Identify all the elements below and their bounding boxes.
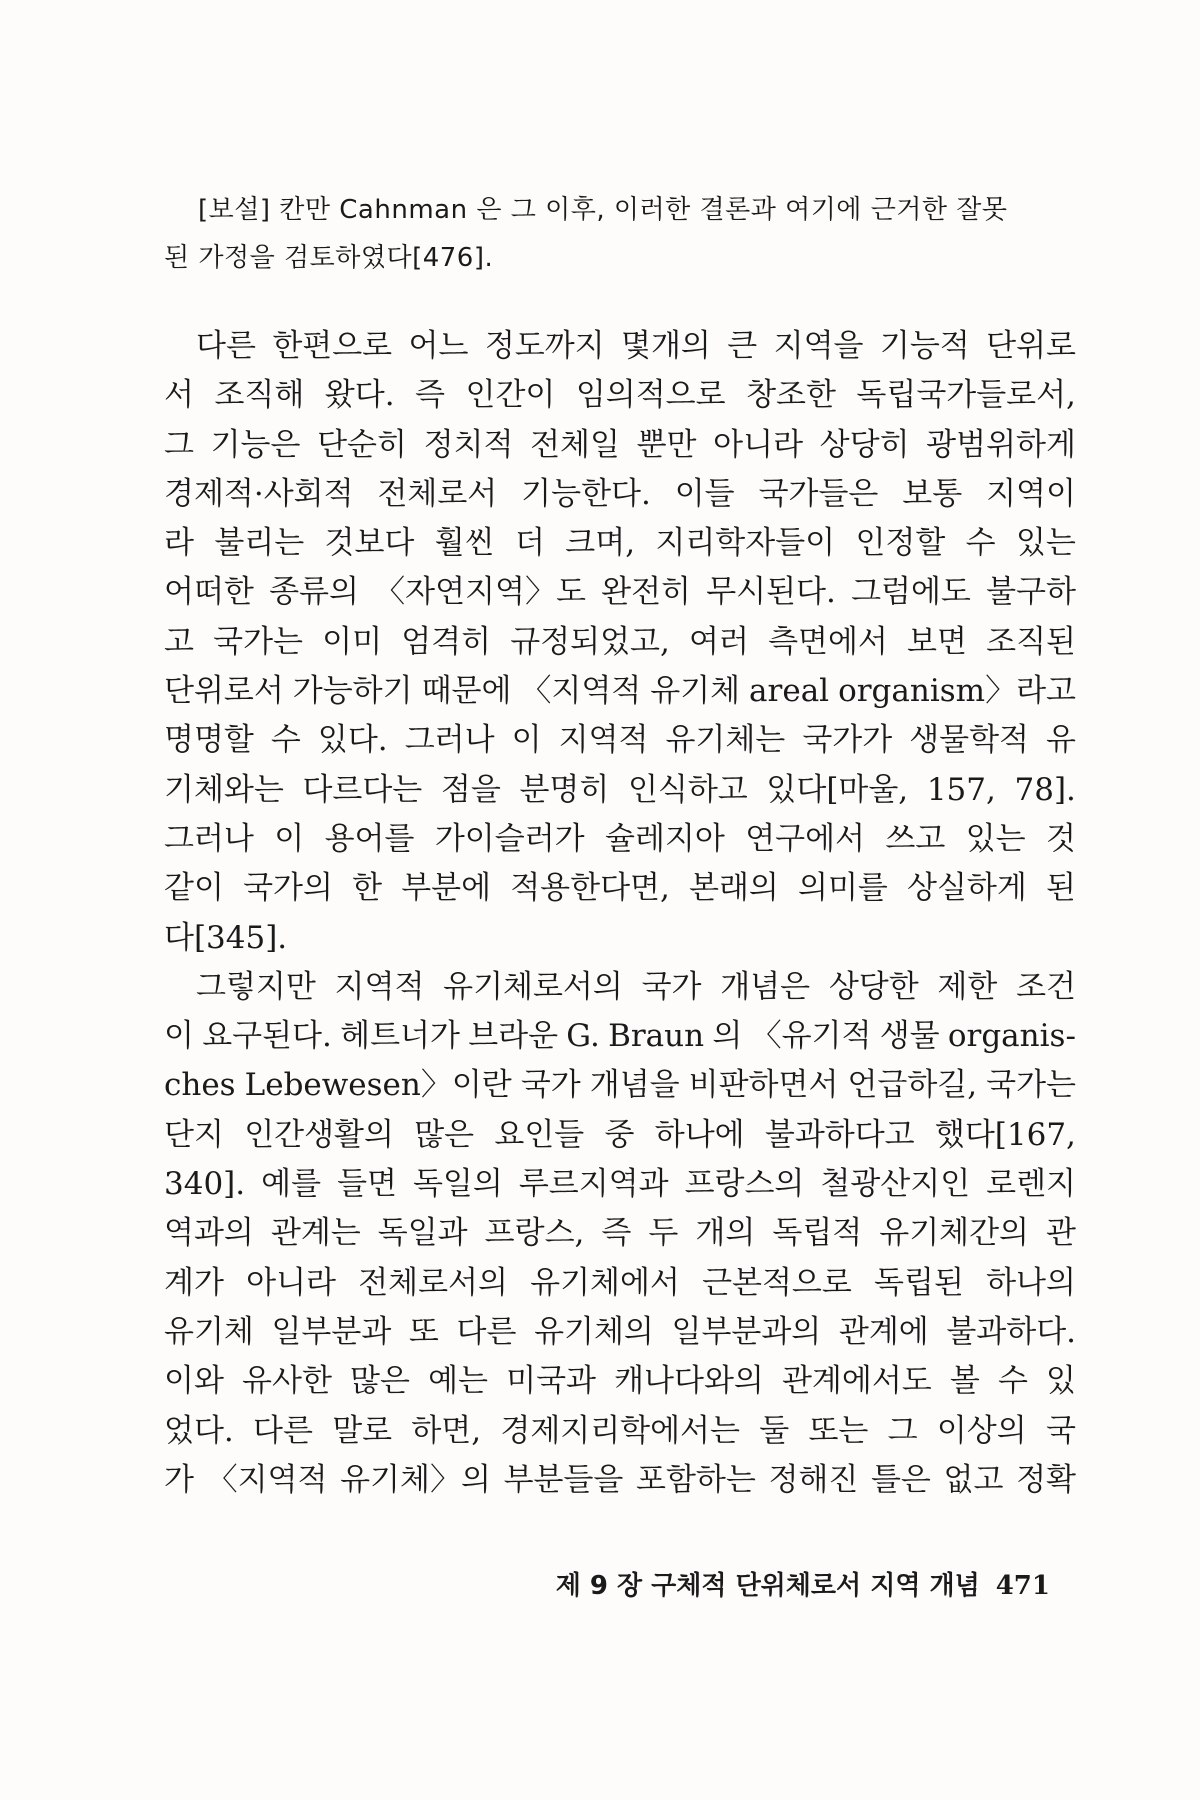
word: 불과하다고 — [764, 1116, 915, 1153]
word: 종류의 — [269, 574, 359, 611]
word: 국가 — [520, 1067, 581, 1104]
word: 인식하고 — [627, 771, 748, 808]
word: 하나의 — [986, 1264, 1076, 1301]
word: 이와 — [164, 1363, 224, 1400]
word: areal — [749, 673, 830, 710]
word: 계가 — [164, 1264, 224, 1301]
word: 있다. — [317, 722, 388, 759]
word: 있다[마울, — [766, 771, 909, 808]
word: 의미를 — [798, 870, 888, 907]
word: 기능은 — [210, 426, 301, 463]
word: 유기체 — [650, 673, 741, 710]
paragraph-line — [164, 470, 1076, 519]
word: 단순히 — [317, 426, 407, 463]
word: 정도까지 — [484, 328, 605, 364]
paragraph-line — [164, 371, 1076, 420]
word: 포함하는 — [636, 1461, 756, 1498]
word: 하면, — [411, 1412, 482, 1449]
paragraph-line — [164, 667, 1076, 716]
word: 부분들을 — [503, 1461, 624, 1498]
word: 루르지역과 — [518, 1166, 669, 1203]
word: 가능하기 — [292, 673, 413, 710]
word: 독일과 — [377, 1215, 468, 1252]
word: 고 — [164, 623, 194, 660]
word: 중 — [604, 1116, 635, 1153]
word: 틀은 — [870, 1461, 931, 1498]
word: 기능적 — [879, 328, 970, 364]
word: 정해진 — [768, 1461, 859, 1498]
word: 개의 — [695, 1215, 756, 1252]
word: 개념을 — [589, 1067, 680, 1104]
word: 연구에서 — [745, 820, 865, 857]
word: 이미 — [322, 623, 383, 660]
word: 정확 — [1016, 1461, 1076, 1498]
word: 많은 — [350, 1363, 410, 1400]
word: 엄격히 — [401, 623, 492, 660]
word: 했다[167, — [934, 1116, 1076, 1153]
word: 그러나 — [164, 820, 254, 857]
word: 국가는 — [213, 623, 303, 660]
word: 이 — [511, 722, 542, 759]
paragraph-line — [164, 1357, 1076, 1406]
word: 그 — [164, 426, 194, 463]
word: 개념은 — [720, 968, 811, 1005]
word: 로렌지 — [986, 1166, 1076, 1203]
word: 〈자연지역〉도 — [374, 574, 586, 611]
word: 관계는 — [270, 1215, 361, 1252]
word: 측면에서 — [768, 623, 888, 660]
word: 관계에서도 — [781, 1363, 932, 1400]
word: 무시된다. — [706, 574, 836, 611]
word: 수 — [997, 1363, 1028, 1400]
paragraph-line — [164, 1160, 1076, 1209]
word: 왔다. — [324, 377, 395, 414]
word: 많은 — [414, 1116, 475, 1153]
word: 지역적 — [334, 968, 425, 1005]
word: 관 — [1046, 1215, 1076, 1252]
word: 불리는 — [214, 525, 305, 562]
word: 철광산지인 — [820, 1166, 971, 1203]
paragraph-line: 다[345]. — [164, 919, 288, 956]
page-footer — [0, 1565, 1050, 1602]
word: 340]. — [164, 1166, 246, 1203]
word: 불과하다. — [946, 1313, 1076, 1350]
word: 조직해 — [214, 377, 305, 414]
word: 유기체간의 — [879, 1215, 1029, 1252]
word: 더 — [514, 525, 545, 562]
word: 국가의 — [243, 870, 333, 907]
word: Lebewesen〉이란 — [244, 1067, 512, 1104]
word: 다르다는 — [302, 771, 423, 808]
word: 없고 — [943, 1461, 1004, 1498]
word: 몇개의 — [621, 328, 711, 364]
word: 같이 — [164, 870, 224, 907]
word: 캐나다와의 — [614, 1363, 764, 1400]
word: 부분에 — [401, 870, 492, 907]
word: 있는 — [965, 820, 1026, 857]
paragraph-line — [164, 716, 1076, 765]
word: 들면 — [337, 1166, 397, 1203]
word: 유기체 — [164, 1313, 254, 1350]
paragraph-line — [164, 766, 1076, 815]
word: 또는 — [808, 1412, 869, 1449]
word: 상당한 — [828, 968, 919, 1005]
word: 독립된 — [874, 1264, 964, 1301]
word: 불구하 — [986, 574, 1076, 611]
word: 프랑스의 — [684, 1166, 805, 1203]
word: 국 — [1045, 1412, 1076, 1449]
word: 었다. — [164, 1412, 234, 1449]
word: 이상의 — [936, 1412, 1027, 1449]
word: 78]. — [1014, 771, 1076, 808]
word: 말로 — [332, 1412, 393, 1449]
paragraph-line — [164, 322, 1076, 371]
word: 가 — [164, 1461, 194, 1498]
word: 전체일 — [530, 426, 620, 463]
word: 있 — [1046, 1363, 1076, 1400]
word: ches — [164, 1067, 236, 1104]
word: 어느 — [408, 328, 469, 364]
word: 157, — [926, 771, 996, 808]
word: 전체로서의 — [358, 1264, 508, 1301]
word: 전체로서 — [377, 475, 498, 512]
paragraph-line — [164, 1111, 1076, 1160]
word: 명명할 — [164, 722, 254, 759]
word: 본래의 — [689, 870, 779, 907]
word: 인간이 — [465, 377, 556, 414]
word: 이 — [164, 1018, 194, 1055]
word: 유기체〉의 — [340, 1461, 491, 1498]
paragraph-line — [164, 1061, 1076, 1110]
word: 조건 — [1016, 968, 1076, 1005]
word: 지역이 — [986, 475, 1076, 512]
word: 볼 — [949, 1363, 980, 1400]
word: 분명히 — [519, 771, 610, 808]
word: 〈유기적 — [750, 1018, 872, 1055]
word: 기능한다. — [521, 475, 651, 512]
word: 상실하게 — [907, 870, 1027, 907]
word: 인간생활의 — [244, 1116, 394, 1153]
word: 수 — [965, 525, 996, 562]
word: 다른 — [456, 1313, 517, 1350]
word: 국가 — [641, 968, 702, 1005]
word: 하나에 — [654, 1116, 745, 1153]
paragraph-line — [164, 568, 1076, 617]
paragraph-line — [164, 963, 1076, 1012]
word: 한 — [352, 870, 383, 907]
word: 관계에 — [838, 1313, 929, 1350]
word: 유기체의 — [534, 1313, 654, 1350]
word: 여러 — [689, 623, 749, 660]
word: 단지 — [164, 1116, 224, 1153]
word: 광범위하게 — [926, 426, 1076, 463]
word: 두 — [648, 1215, 679, 1252]
word: 다른 — [253, 1412, 313, 1449]
paragraph-line — [164, 1308, 1076, 1357]
word: 이 — [274, 820, 305, 857]
note-line: [보설] 칸만 Cahnman 은 그 이후, 이러한 결론과 여기에 근거한 잘못 — [198, 195, 1008, 225]
paragraph-line — [164, 1456, 1076, 1505]
word: 유 — [1046, 722, 1076, 759]
word: 헤트너가 — [340, 1018, 460, 1055]
word: 그렇지만 — [196, 968, 316, 1005]
word: organis- — [947, 1018, 1076, 1055]
word: 역과의 — [164, 1215, 254, 1252]
word: 유기체에서 — [530, 1264, 680, 1301]
word: 단위로 — [986, 328, 1076, 364]
word: organism〉라고 — [838, 673, 1076, 710]
word: 제한 — [937, 968, 998, 1005]
word: 예를 — [261, 1166, 322, 1203]
word: 일부분과의 — [671, 1313, 822, 1350]
word: 생물 — [879, 1018, 940, 1055]
word: 보면 — [907, 623, 967, 660]
word: 훨씬 — [434, 525, 495, 562]
word: 지리학자들이 — [655, 525, 836, 562]
word: 임의적으로 — [575, 377, 726, 414]
word: 또 — [408, 1313, 439, 1350]
word: 점을 — [440, 771, 501, 808]
word: Braun — [608, 1018, 705, 1055]
word: 보통 — [902, 475, 963, 512]
word: 둘 — [759, 1412, 790, 1449]
paragraph-line — [164, 1012, 1076, 1061]
word: 슐레지아 — [605, 820, 725, 857]
word: 예는 — [428, 1363, 488, 1400]
word: 기체와는 — [164, 771, 284, 808]
word: 요인들 — [494, 1116, 585, 1153]
word: 규정되었고, — [510, 623, 670, 660]
word: 가이슬러가 — [434, 820, 585, 857]
word: 단위로서 — [164, 673, 284, 710]
word: 독일의 — [412, 1166, 503, 1203]
word: 그러나 — [404, 722, 495, 759]
chapter-title: 제 9 장 구체적 단위체로서 지역 개념 — [555, 1571, 980, 1601]
word: 지역적 — [558, 722, 649, 759]
word: 유사한 — [242, 1363, 332, 1400]
word: 언급하길, — [847, 1067, 978, 1104]
word: 즉 — [415, 377, 445, 414]
word: 때문에 — [421, 673, 512, 710]
word: 그 — [887, 1412, 918, 1449]
word: 쓰고 — [885, 820, 946, 857]
word: 〈지역적 — [206, 1461, 328, 1498]
word: 한편으로 — [272, 328, 393, 364]
word: 용어를 — [324, 820, 415, 857]
word: 큰 — [727, 328, 758, 364]
word: 다른 — [196, 328, 256, 364]
page-number: 471 — [995, 1571, 1050, 1601]
paragraph-line — [164, 1407, 1076, 1456]
word: 있는 — [1015, 525, 1076, 562]
note-line: 된 가정을 검토하였다[476]. — [164, 243, 494, 273]
word: 정치적 — [423, 426, 514, 463]
word: 경제적·사회적 — [164, 475, 354, 512]
word: 이들 — [674, 475, 735, 512]
word: 국가가 — [802, 722, 893, 759]
word: 아니라 — [246, 1264, 336, 1301]
word: G. — [566, 1018, 600, 1055]
word: 즉 — [601, 1215, 632, 1252]
paragraph-line — [164, 815, 1076, 864]
word: 유기체는 — [665, 722, 786, 759]
supplementary-note — [164, 186, 1064, 282]
paragraph-line — [164, 864, 1076, 913]
word: 근본적으로 — [702, 1264, 852, 1301]
word: 국가들은 — [758, 475, 879, 512]
word: 〈지역적 — [520, 673, 642, 710]
word: 조직된 — [986, 623, 1076, 660]
word: 그럼에도 — [851, 574, 971, 611]
word: 인정할 — [855, 525, 946, 562]
word: 미국과 — [506, 1363, 596, 1400]
word: 유기체로서의 — [443, 968, 623, 1005]
word: 상당히 — [819, 426, 910, 463]
word: 브라운 — [468, 1018, 559, 1055]
word: 경제지리학에서는 — [500, 1412, 740, 1449]
word: 것 — [1046, 820, 1076, 857]
word: 아니라 — [713, 426, 804, 463]
word: 어떠한 — [164, 574, 254, 611]
word: 국가는 — [986, 1067, 1076, 1104]
word: 것보다 — [324, 525, 415, 562]
word: 된 — [1046, 870, 1076, 907]
word: 프랑스, — [484, 1215, 585, 1252]
word: 크며, — [565, 525, 636, 562]
paragraph-line — [164, 1209, 1076, 1258]
word: 지역을 — [773, 328, 864, 364]
word: 비판하면서 — [688, 1067, 839, 1104]
word: 완전히 — [601, 574, 691, 611]
word: 적용한다면, — [510, 870, 670, 907]
word: 뿐만 — [636, 426, 697, 463]
paragraph-line — [164, 1259, 1076, 1308]
paragraph-line — [164, 618, 1076, 667]
paragraph-line — [164, 519, 1076, 568]
word: 독립적 — [772, 1215, 863, 1252]
word: 독립국가들로서, — [856, 377, 1076, 414]
word: 의 — [712, 1018, 743, 1055]
word: 요구된다. — [202, 1018, 332, 1055]
word: 수 — [270, 722, 301, 759]
paragraph-line — [164, 421, 1076, 470]
word: 창조한 — [746, 377, 836, 414]
word: 라 — [164, 525, 194, 562]
word: 생물학적 — [909, 722, 1029, 759]
word: 서 — [164, 377, 194, 414]
word: 일부분과 — [271, 1313, 392, 1350]
main-text — [164, 322, 1076, 1505]
